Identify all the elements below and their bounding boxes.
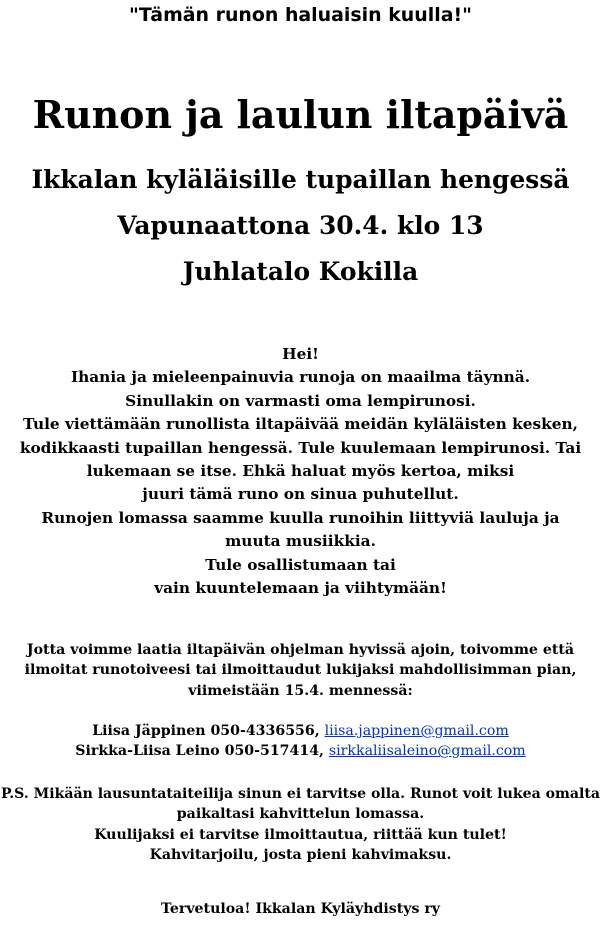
- intro-line: Ihania ja mieleenpainuvia runoja on maailma täynnä.: [70, 368, 531, 387]
- contact-email-link[interactable]: liisa.jappinen@gmail.com: [324, 723, 509, 739]
- closing-signature: Tervetuloa! Ikkalan Kyläyhdistys ry: [161, 901, 440, 917]
- intro-line: Tule viettämään runollista iltapäivää meidän kyläläisten kesken,: [22, 415, 579, 434]
- event-date: Vapunaattona 30.4. klo 13: [117, 211, 484, 240]
- registration-line: ilmoitat runotoiveesi tai ilmoittaudut lukijaksi mahdollisimman pian,: [24, 662, 577, 679]
- contact-name-phone: Liisa Jäppinen 050-4336556,: [92, 723, 325, 739]
- intro-line: Tule osallistumaan tai: [205, 555, 396, 574]
- postscript-line: Kahvitarjoilu, josta pieni kahvimaksu.: [149, 846, 452, 863]
- intro-line: kodikkaasti tupaillan hengessä. Tule kuulemaan lempirunosi. Tai: [19, 438, 582, 457]
- registration-line: viimeistään 15.4. mennessä:: [188, 682, 413, 699]
- event-title: Runon ja laulun iltapäivä: [32, 92, 569, 137]
- contact-item: [0, 721, 601, 741]
- contact-list: [0, 721, 601, 762]
- contact-name-phone: Sirkka-Liisa Leino 050-517414,: [75, 743, 329, 760]
- flyer-quote: "Tämän runon haluaisin kuulla!": [129, 4, 472, 26]
- event-subtitle: Ikkalan kyläläisille tupaillan hengessä: [31, 165, 570, 194]
- intro-line: Sinullakin on varmasti oma lempirunosi.: [125, 391, 476, 410]
- intro-text: [0, 343, 601, 600]
- postscript-text: [0, 784, 601, 865]
- contact-item: [0, 741, 601, 761]
- registration-line: Jotta voimme laatia iltapäivän ohjelman hyvissä ajoin, toivomme että: [26, 642, 575, 658]
- postscript-line: paikaltasi kahvittelun lomassa.: [176, 806, 425, 823]
- contact-email-link[interactable]: sirkkaliisaleino@gmail.com: [328, 743, 526, 760]
- intro-line: muuta musiikkia.: [225, 532, 376, 551]
- intro-line: Hei!: [282, 345, 319, 363]
- intro-line: vain kuuntelemaan ja viihtymään!: [154, 579, 447, 598]
- intro-line: Runojen lomassa saamme kuulla runoihin liittyviä lauluja ja: [41, 508, 560, 527]
- postscript-line: P.S. Mikään lausuntataiteilija sinun ei tarvitse olla. Runot voit lukea omalta: [1, 786, 600, 802]
- event-venue: Juhlatalo Kokilla: [182, 257, 419, 286]
- postscript-line: Kuulijaksi ei tarvitse ilmoittautua, riittää kun tulet!: [94, 826, 507, 843]
- registration-text: [0, 640, 601, 701]
- intro-line: juuri tämä runo on sinua puhutellut.: [142, 485, 459, 504]
- intro-line: lukemaan se itse. Ehkä haluat myös kertoa, miksi: [86, 462, 515, 481]
